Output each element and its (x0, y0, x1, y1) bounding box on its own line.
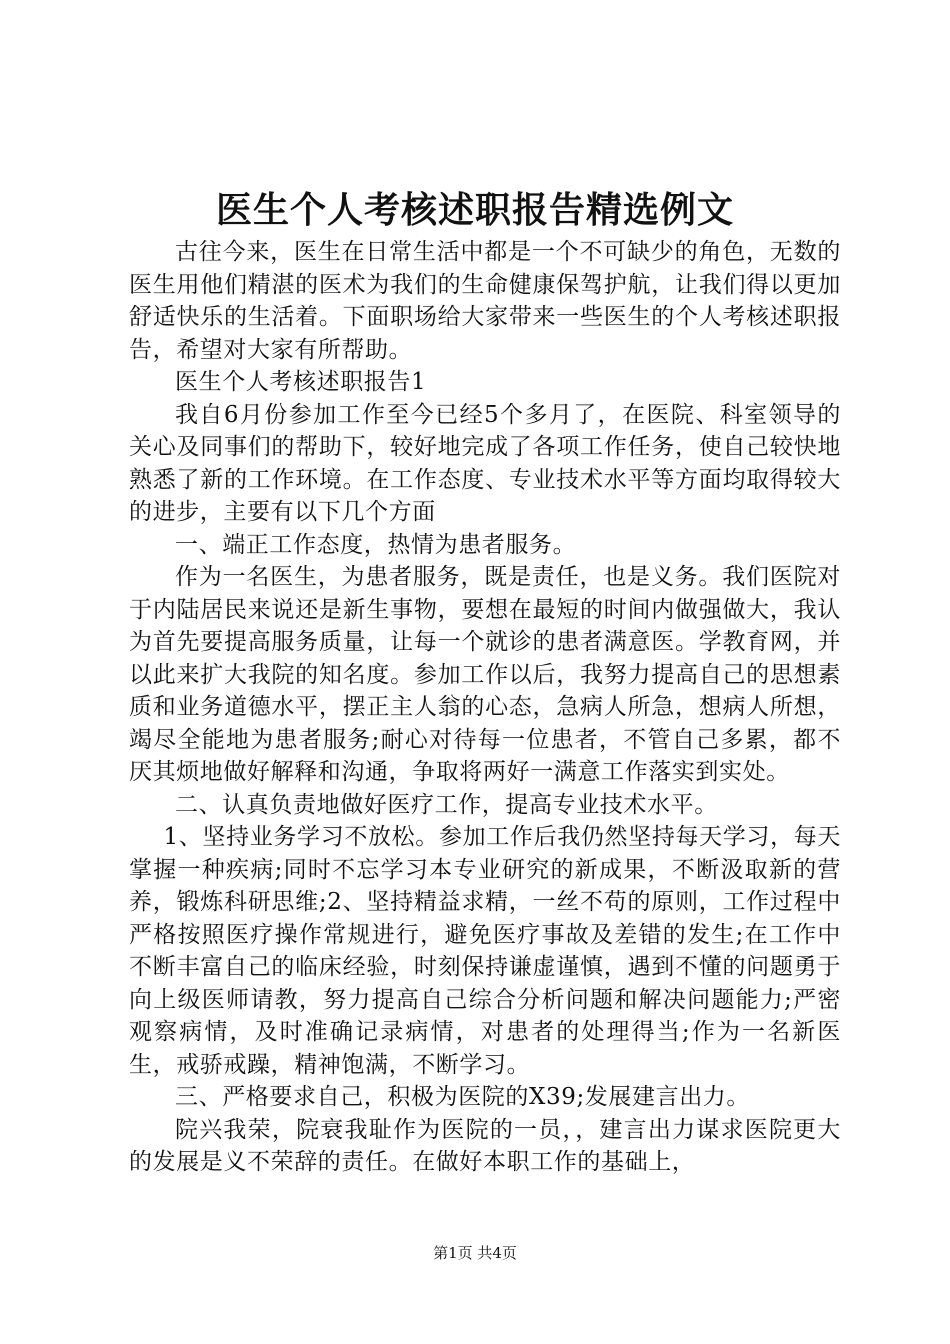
section-heading-3: 三、严格要求自己，积极为医院的X39;发展建言出力。 (175, 1084, 750, 1110)
section-heading-report-1: 医生个人考核述职报告1 (175, 369, 427, 395)
section-heading-1: 一、端正工作态度，热情为患者服务。 (175, 531, 577, 558)
document-title: 医生个人考核述职报告精选例文 (215, 189, 734, 231)
paragraph-overview: 我自6月份参加工作至今已经5个多月了，在医院、科室领导的关心及同事们的帮助下，较好地完成了各项工作任务，使自己较快地熟悉了新的工作环境。在工作态度、专业技术水平等方面均取得较大的进步，主要有以下几个方面 (129, 401, 841, 525)
paragraph-section-1: 作为一名医生，为患者服务，既是责任，也是义务。我们医院对于内陆居民来说还是新生事物，要想在最短的时间内做强做大，我认为首先要提高服务质量，让每一个就诊的患者满意医。学教育网，并以此来扩大我院的知名度。参加工作以后，我努力提高自己的思想素质和业务道德水平，摆正主人翁的心态，急病人所急，想病人所想，竭尽全能地为患者服务;耐心对待每一位患者，不管自己多累，都不厌其烦地做好解释和沟通，争取将两好一满意工作落实到实处。 (129, 564, 841, 785)
paragraph-section-2: 1、坚持业务学习不放松。参加工作后我仍然坚持每天学习，每天掌握一种疾病;同时不忘学习本专业研究的新成果，不断汲取新的营养，锻炼科研思维;2、坚持精益求精，一丝不苟的原则，工作过程中严格按照医疗操作常规进行，避免医疗事故及差错的发生;在工作中不断丰富自己的临床经验，时刻保持谦虚谨慎，遇到不懂的问题勇于向上级医师请教，努力提高自己综合分析问题和解决问题能力;严密观察病情，及时准确记录病情，对患者的处理得当;作为一名新医生，戒骄戒躁，精神饱满，不断学习。 (129, 824, 841, 1078)
paragraph-section-3: 院兴我荣，院衰我耻作为医院的一员，，建言出力谋求医院更大的发展是义不荣辞的责任。在做好本职工作的基础上， (129, 1116, 841, 1175)
paragraph-intro: 古往今来，医生在日常生活中都是一个不可缺少的角色，无数的医生用他们精湛的医术为我们的生命健康保驾护航，让我们得以更加舒适快乐的生活着。下面职场给大家带来一些医生的个人考核述职报告，希望对大家有所帮助。 (129, 239, 841, 363)
document-body (129, 236, 841, 1179)
section-heading-2: 二、认真负责地做好医疗工作，提高专业技术水平。 (175, 791, 718, 818)
page-number-footer: 第1页 共4页 (433, 1244, 517, 1262)
